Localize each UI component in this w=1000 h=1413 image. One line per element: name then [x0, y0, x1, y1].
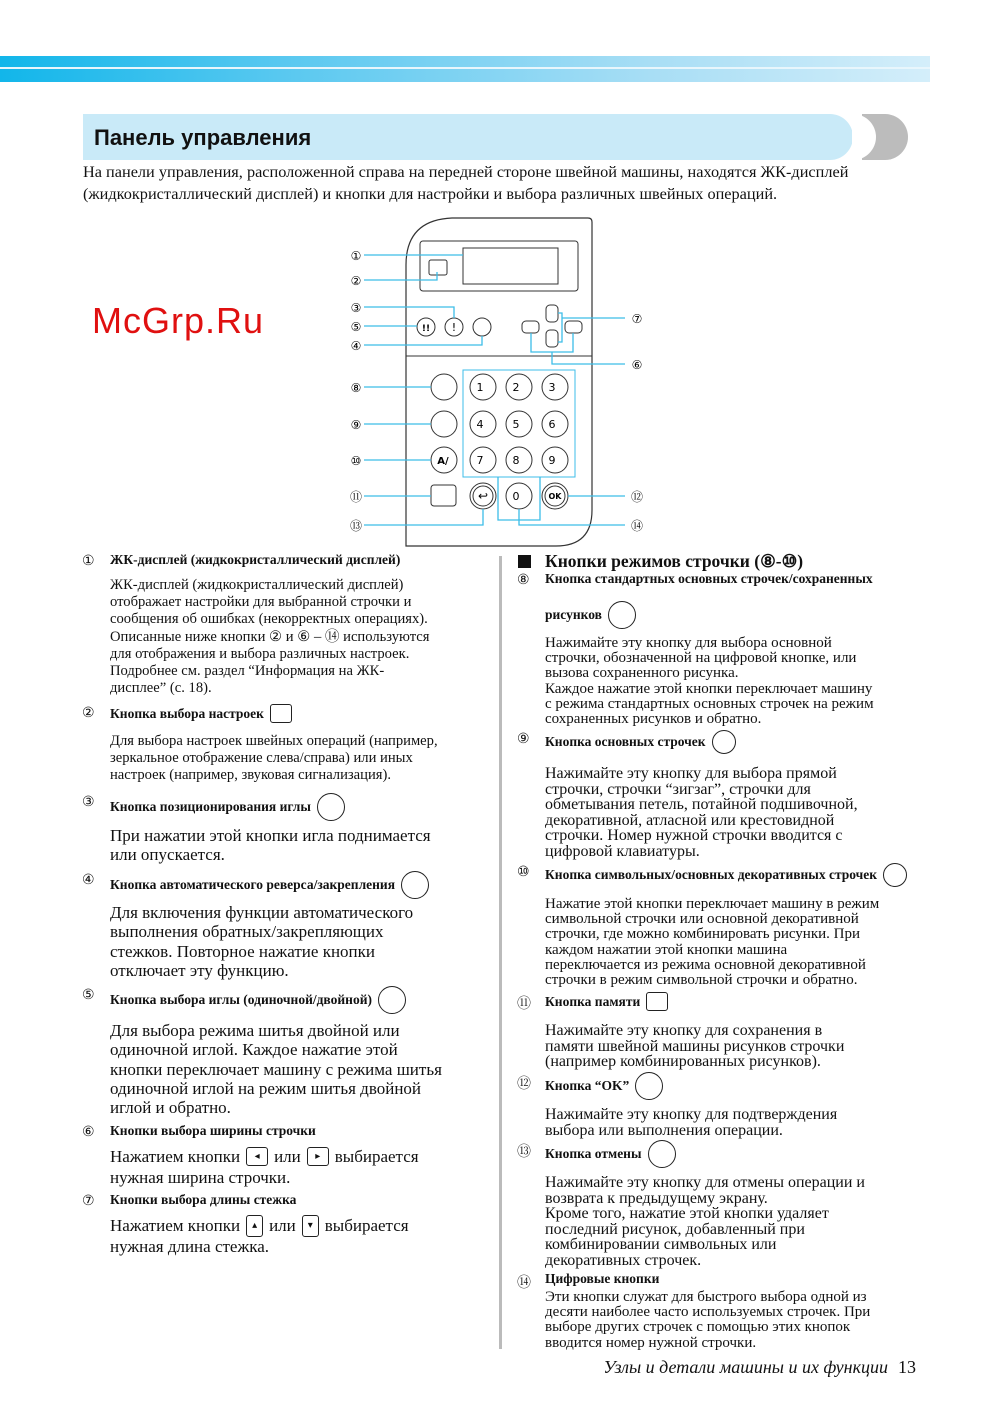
item-number: ①: [82, 554, 95, 569]
body-line: для отображения и выбора различных настроек.: [110, 645, 410, 662]
stitch-mode-heading-text: Кнопки режимов строчки (⑧-⑩): [545, 551, 804, 571]
body-line: (например комбинированных рисунков).: [545, 1053, 821, 1071]
body-line: сохраненных рисунков и обратно.: [545, 711, 762, 728]
item-body: [545, 1023, 844, 1070]
callout-4: ④: [350, 339, 362, 353]
body-line: обметывания петель, потайной подшивочной,: [545, 796, 858, 814]
body-line: отключает эту функцию.: [110, 960, 289, 980]
item-number: ⑦: [82, 1194, 95, 1209]
item-title-text: Кнопка позиционирования иглы: [110, 799, 311, 814]
item-body: [545, 897, 879, 988]
callout-3: ③: [350, 301, 362, 315]
body-line: Нажимайте эту кнопку для выбора основной: [545, 635, 832, 651]
column-divider: [499, 556, 502, 1349]
body-line: последний рисунок, добавленный при: [545, 1220, 805, 1238]
item-title: [545, 730, 736, 754]
body-line: Нажатие этой кнопки переключает машину в режим: [545, 896, 880, 912]
digit-label: 1: [476, 381, 484, 394]
item-title: [110, 871, 429, 899]
body-line: одиночной иглой. Каждое нажатие этой: [110, 1040, 398, 1060]
item-number: ③: [82, 795, 95, 810]
body-line: возврата к предыдущему экрану.: [545, 1189, 768, 1207]
button-icon: [646, 992, 668, 1011]
item-body: [545, 1290, 870, 1351]
body-text: выбирается: [334, 1146, 419, 1166]
body-text: Нажатием кнопки: [110, 1146, 241, 1166]
body-text: или: [274, 1146, 301, 1166]
body-line: Нажимайте эту кнопку для отмены операции и: [545, 1174, 865, 1191]
item-body: [110, 733, 438, 785]
settings-button: [429, 260, 447, 275]
callout-14: ⑭: [630, 519, 644, 533]
body-line: с режима стандартных основных строчек на режим: [545, 695, 874, 712]
body-line: При нажатии этой кнопки игла поднимается: [110, 826, 431, 845]
callout-12: ⑫: [630, 490, 644, 504]
item-number: ⑥: [82, 1125, 95, 1140]
button-icon: [317, 793, 345, 821]
button-icon: [712, 730, 736, 754]
body-line: Каждое нажатие этой кнопки переключает машину: [545, 680, 873, 697]
body-text: или: [269, 1215, 296, 1235]
lcd-screen: [463, 248, 558, 284]
body-line: строчки. Номер нужной строчки вводится с: [545, 827, 843, 845]
length-down-button: [546, 330, 558, 347]
item-number: ⑬: [517, 1145, 531, 1160]
intro-text: [83, 161, 848, 205]
body-line: Нажимайте эту кнопку для выбора прямой: [545, 765, 837, 782]
item-body: [110, 1145, 419, 1187]
button-icon: [648, 1140, 676, 1168]
digit-label: 9: [548, 454, 556, 467]
item-title: [545, 992, 668, 1011]
item-body: [110, 1214, 409, 1256]
needle-position-icon: !: [451, 321, 457, 334]
needle-mode-icon: !!: [421, 324, 431, 334]
item-title: [110, 793, 345, 821]
body-line: кнопки переключает машину с режима шитья: [110, 1059, 442, 1079]
body-line: зеркальное отображение слева/справа) или иных: [110, 750, 413, 767]
body-line: символьной строчки или основной декоративной: [545, 911, 859, 928]
item-title-text: Кнопка памяти: [545, 993, 641, 1009]
bullet-square: [518, 555, 531, 568]
item-number: ⑫: [517, 1077, 531, 1092]
item-number: ⑨: [517, 732, 530, 747]
body-line: десяти наиболее часто используемых строчек. При: [545, 1304, 871, 1321]
button-icon: [270, 704, 292, 723]
item-title-text: Кнопка символьных/основных декоративных строчек: [545, 867, 878, 882]
body-line: выполнения обратных/закрепляющих: [110, 922, 384, 942]
arrow-key-icon: ◂: [246, 1147, 268, 1166]
item-title-text: Цифровые кнопки: [545, 1271, 660, 1286]
item-title: [110, 986, 406, 1014]
digit-label: 7: [476, 454, 484, 467]
control-panel-diagram: [340, 210, 660, 550]
button-icon: [635, 1072, 663, 1100]
utility-stitch-button: [431, 411, 457, 437]
item-title: [110, 1192, 296, 1208]
callout-5: ⑤: [350, 320, 362, 334]
body-line: выборе других строчек с помощью этих кнопок: [545, 1319, 851, 1336]
body-line: одиночной иглой на режим шитья двойной: [110, 1078, 422, 1098]
width-right-button: [565, 321, 582, 333]
body-line: переключается из режима основной декоративной: [545, 956, 866, 973]
item-number: ④: [82, 873, 95, 888]
item-body: [545, 636, 874, 727]
item-title-cont: [545, 601, 636, 629]
item-number: ②: [82, 706, 95, 721]
item-number: ⑧: [517, 573, 530, 588]
back-arrow-icon: ↩: [477, 489, 489, 503]
panel-outline: [406, 218, 592, 546]
body-line: цифровой клавиатуры.: [545, 842, 700, 860]
stitch-mode-heading: [518, 551, 803, 572]
length-up-button: [546, 305, 558, 322]
digit-label: 8: [512, 454, 520, 467]
button-icon: [401, 871, 429, 899]
item-title: [545, 863, 907, 887]
item-title-text: ЖК-дисплей (жидкокристаллический дисплей): [110, 552, 401, 567]
section-title: Панель управления: [94, 125, 312, 150]
callout-8: ⑧: [350, 381, 362, 395]
intro-line: (жидкокристаллический дисплей) и кнопки для настройки и выбора различных швейных операций.: [83, 184, 778, 203]
body-line: Для выбора настроек швейных операций (например,: [110, 733, 438, 749]
item-title-text: Кнопка основных строчек: [545, 734, 706, 749]
width-left-button: [522, 321, 539, 333]
body-line: вводится номер нужной строчки.: [545, 1334, 757, 1351]
body-line: строчки, где можно комбинировать рисунки. При: [545, 926, 861, 943]
body-text: Нажатием кнопки: [110, 1215, 241, 1235]
body-line: отображает настройки для выбранной строчки и: [110, 594, 412, 611]
item-title-text: Кнопка выбора настроек: [110, 705, 264, 721]
arrow-key-icon: ▾: [302, 1215, 319, 1237]
item-title: [110, 552, 400, 568]
button-icon: [378, 986, 406, 1014]
body-line: иглой и обратно.: [110, 1098, 231, 1118]
body-line: выбора или выполнения операции.: [545, 1121, 783, 1139]
item-body: [110, 903, 413, 980]
callout-10: ⑩: [350, 454, 362, 468]
watermark: McGrp.Ru: [92, 300, 265, 341]
body-line: Нажимайте эту кнопку для подтверждения: [545, 1106, 838, 1123]
section-header-tab: [862, 114, 908, 160]
item-title-text: Кнопки выбора длины стежка: [110, 1192, 297, 1207]
intro-line: На панели управления, расположенной справа на передней стороне швейной машины, находятся ЖК-дисплей: [83, 162, 849, 181]
body-line: Описанные ниже кнопки ② и ⑥ – ⑭ используются: [110, 628, 430, 645]
body-line: настроек (например, звуковая сигнализация).: [110, 767, 391, 784]
digit-label: 6: [548, 418, 556, 431]
body-line: каждом нажатии этой кнопки машина: [545, 941, 788, 958]
body-line: Эти кнопки служат для быстрого выбора одной из: [545, 1289, 867, 1305]
item-title-text: Кнопка “OK”: [545, 1078, 630, 1093]
item-title-text: Кнопка отмены: [545, 1146, 642, 1161]
item-title: [110, 704, 292, 723]
body-line: стежков. Повторное нажатие кнопки: [110, 941, 376, 961]
body-text: выбирается: [324, 1215, 409, 1235]
body-line: Подробнее см. раздел “Информация на ЖК-: [110, 663, 385, 680]
item-title-text: Кнопка стандартных основных строчек/сохраненных: [545, 571, 873, 586]
callout-11: ⑪: [349, 490, 363, 504]
body-line: Для выбора режима шитья двойной или: [110, 1021, 400, 1040]
reverse-button: [473, 318, 491, 336]
digit-label: 3: [548, 381, 556, 394]
page-footer: [603, 1357, 916, 1378]
body-line: или опускается.: [110, 845, 225, 865]
callout-2: ②: [350, 274, 362, 288]
callout-1: ①: [350, 249, 362, 263]
item-body: [545, 1107, 837, 1138]
body-line: строчки, обозначенной на цифровой кнопке, или: [545, 650, 857, 667]
body-line: Кроме того, нажатие этой кнопки удаляет: [545, 1205, 829, 1223]
body-line: дисплее” (с. 18).: [110, 680, 212, 697]
body-line: комбинировании символьных или: [545, 1236, 777, 1254]
digit-label: 2: [512, 381, 520, 394]
digit-label: 4: [476, 418, 484, 431]
basic-stitch-icon: [608, 601, 636, 629]
digit-label: 5: [512, 418, 520, 431]
item-body: [545, 1175, 865, 1269]
callout-9: ⑨: [350, 418, 362, 432]
body-line: нужная ширина строчки.: [110, 1168, 291, 1187]
button-icon: [883, 863, 907, 887]
item-title-text: Кнопка автоматического реверса/закрепления: [110, 877, 395, 892]
item-title-text: Кнопка выбора иглы (одиночной/двойной): [110, 992, 372, 1007]
item-body: [110, 577, 430, 697]
body-line: строчки, строчки “зигзаг”, строчки для: [545, 780, 811, 798]
ab-label: A/: [437, 456, 449, 467]
item-title: [545, 1140, 676, 1168]
item-body: [110, 826, 431, 865]
body-line: декоративной, атласной или крестовидной: [545, 811, 835, 829]
digit-label: 0: [512, 490, 520, 503]
body-line: декоративных строчек.: [545, 1251, 702, 1269]
body-line: нужная длина стежка.: [110, 1237, 270, 1256]
item-title: [545, 1271, 659, 1287]
ok-label: OK: [548, 492, 562, 501]
body-line: ЖК-дисплей (жидкокристаллический дисплей): [110, 577, 404, 593]
item-number: ⑭: [517, 1276, 531, 1291]
body-line: Для включения функции автоматического: [110, 903, 414, 922]
body-line: вызова сохраненного рисунка.: [545, 665, 739, 682]
callout-13: ⑬: [349, 519, 363, 533]
basic-stitch-button: [431, 374, 457, 400]
body-line: строчки в режим символьной строчки и обратно.: [545, 972, 858, 989]
top-color-band: [0, 56, 930, 82]
item-body: [110, 1021, 442, 1117]
body-line: [110, 1145, 419, 1168]
arrow-key-icon: ▴: [246, 1215, 263, 1237]
arrow-key-icon: ▸: [307, 1147, 329, 1166]
item-title-text: рисунков: [545, 607, 602, 622]
body-line: [110, 1214, 409, 1237]
item-title-text: Кнопки выбора ширины строчки: [110, 1123, 316, 1138]
item-title: [545, 1072, 663, 1100]
body-line: памяти швейной машины рисунков строчки: [545, 1037, 845, 1055]
body-line: Нажимайте эту кнопку для сохранения в: [545, 1022, 823, 1039]
item-number: ⑤: [82, 988, 95, 1003]
page-number: 13: [898, 1357, 916, 1377]
footer-section: Узлы и детали машины и их функции: [603, 1357, 888, 1377]
item-number: ⑩: [517, 865, 530, 880]
body-line: сообщения об ошибках (некорректных операциях).: [110, 611, 428, 628]
item-title: [110, 1123, 316, 1139]
callout-7: ⑦: [631, 312, 643, 326]
callout-6: ⑥: [631, 358, 643, 372]
item-number: ⑪: [517, 997, 531, 1012]
item-title: [545, 571, 873, 587]
item-body: [545, 766, 858, 860]
memory-button: [431, 485, 456, 506]
